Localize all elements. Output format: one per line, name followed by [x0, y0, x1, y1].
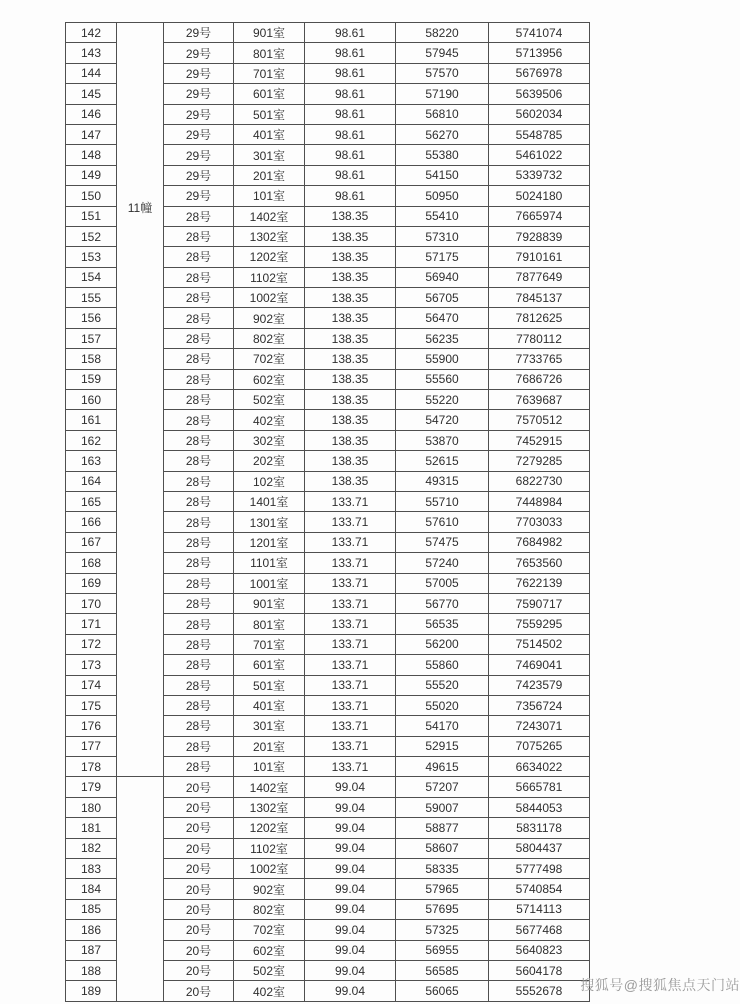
cell-unit-number: 28号	[164, 430, 234, 450]
cell-unit-number: 29号	[164, 145, 234, 165]
cell-row-number: 146	[66, 104, 117, 124]
cell-row-number: 169	[66, 573, 117, 593]
cell-row-number: 178	[66, 757, 117, 777]
cell-total-price: 5741074	[489, 23, 590, 43]
cell-unit-number: 29号	[164, 124, 234, 144]
cell-total-price: 7812625	[489, 308, 590, 328]
cell-unit-price: 52915	[396, 736, 489, 756]
cell-unit-price: 58335	[396, 859, 489, 879]
cell-total-price: 5777498	[489, 859, 590, 879]
cell-unit-number: 28号	[164, 328, 234, 348]
cell-unit-number: 29号	[164, 186, 234, 206]
building-merged-cell	[117, 23, 164, 777]
cell-total-price: 7590717	[489, 593, 590, 613]
cell-row-number: 142	[66, 23, 117, 43]
cell-total-price: 5804437	[489, 838, 590, 858]
cell-row-number: 170	[66, 593, 117, 613]
cell-total-price: 5714113	[489, 899, 590, 919]
cell-room-number: 801室	[234, 614, 305, 634]
cell-room-number: 1302室	[234, 226, 305, 246]
cell-area: 133.71	[305, 593, 396, 613]
cell-total-price: 5831178	[489, 818, 590, 838]
table-row	[66, 23, 590, 43]
cell-row-number: 152	[66, 226, 117, 246]
cell-area: 133.71	[305, 634, 396, 654]
cell-room-number: 702室	[234, 920, 305, 940]
cell-total-price: 7653560	[489, 553, 590, 573]
cell-room-number: 901室	[234, 593, 305, 613]
cell-area: 138.35	[305, 288, 396, 308]
cell-unit-number: 20号	[164, 818, 234, 838]
cell-unit-number: 28号	[164, 736, 234, 756]
cell-unit-price: 56235	[396, 328, 489, 348]
cell-room-number: 1001室	[234, 573, 305, 593]
cell-area: 133.71	[305, 757, 396, 777]
cell-area: 99.04	[305, 981, 396, 1001]
cell-total-price: 7733765	[489, 349, 590, 369]
cell-room-number: 102室	[234, 471, 305, 491]
cell-row-number: 161	[66, 410, 117, 430]
cell-total-price: 5844053	[489, 797, 590, 817]
cell-unit-price: 56705	[396, 288, 489, 308]
cell-total-price: 7243071	[489, 716, 590, 736]
cell-area: 133.71	[305, 491, 396, 511]
cell-row-number: 168	[66, 553, 117, 573]
cell-unit-number: 28号	[164, 695, 234, 715]
cell-total-price: 7665974	[489, 206, 590, 226]
cell-room-number: 201室	[234, 736, 305, 756]
cell-area: 133.71	[305, 573, 396, 593]
cell-room-number: 301室	[234, 716, 305, 736]
cell-room-number: 1402室	[234, 777, 305, 797]
cell-row-number: 151	[66, 206, 117, 226]
cell-unit-price: 57240	[396, 553, 489, 573]
cell-area: 138.35	[305, 369, 396, 389]
cell-row-number: 177	[66, 736, 117, 756]
cell-unit-number: 28号	[164, 553, 234, 573]
cell-room-number: 301室	[234, 145, 305, 165]
cell-room-number: 502室	[234, 390, 305, 410]
cell-room-number: 1301室	[234, 512, 305, 532]
cell-total-price: 6822730	[489, 471, 590, 491]
cell-unit-number: 28号	[164, 267, 234, 287]
cell-area: 99.04	[305, 777, 396, 797]
cell-row-number: 155	[66, 288, 117, 308]
cell-row-number: 186	[66, 920, 117, 940]
cell-unit-price: 57175	[396, 247, 489, 267]
cell-room-number: 1202室	[234, 247, 305, 267]
cell-total-price: 7356724	[489, 695, 590, 715]
cell-total-price: 7570512	[489, 410, 590, 430]
cell-room-number: 1201室	[234, 532, 305, 552]
cell-unit-price: 50950	[396, 186, 489, 206]
cell-area: 99.04	[305, 960, 396, 980]
cell-total-price: 5024180	[489, 186, 590, 206]
cell-row-number: 162	[66, 430, 117, 450]
cell-room-number: 202室	[234, 451, 305, 471]
cell-unit-number: 29号	[164, 84, 234, 104]
cell-unit-number: 20号	[164, 777, 234, 797]
cell-row-number: 156	[66, 308, 117, 328]
cell-unit-price: 58607	[396, 838, 489, 858]
cell-room-number: 602室	[234, 940, 305, 960]
cell-room-number: 1102室	[234, 838, 305, 858]
cell-room-number: 502室	[234, 960, 305, 980]
cell-unit-price: 55900	[396, 349, 489, 369]
cell-unit-number: 20号	[164, 940, 234, 960]
cell-unit-number: 29号	[164, 104, 234, 124]
cell-area: 99.04	[305, 879, 396, 899]
cell-total-price: 7448984	[489, 491, 590, 511]
cell-area: 138.35	[305, 471, 396, 491]
cell-room-number: 1002室	[234, 859, 305, 879]
cell-unit-price: 55220	[396, 390, 489, 410]
cell-total-price: 5604178	[489, 960, 590, 980]
cell-unit-price: 57310	[396, 226, 489, 246]
cell-unit-price: 56810	[396, 104, 489, 124]
cell-room-number: 1202室	[234, 818, 305, 838]
cell-total-price: 5461022	[489, 145, 590, 165]
cell-unit-price: 55520	[396, 675, 489, 695]
cell-room-number: 302室	[234, 430, 305, 450]
cell-unit-price: 56535	[396, 614, 489, 634]
cell-total-price: 7559295	[489, 614, 590, 634]
cell-area: 98.61	[305, 43, 396, 63]
cell-total-price: 7845137	[489, 288, 590, 308]
cell-room-number: 801室	[234, 43, 305, 63]
cell-unit-number: 28号	[164, 471, 234, 491]
cell-unit-number: 28号	[164, 614, 234, 634]
cell-area: 98.61	[305, 23, 396, 43]
cell-unit-price: 57945	[396, 43, 489, 63]
cell-unit-number: 28号	[164, 716, 234, 736]
cell-area: 133.71	[305, 716, 396, 736]
cell-unit-price: 57190	[396, 84, 489, 104]
cell-area: 98.61	[305, 165, 396, 185]
cell-total-price: 7686726	[489, 369, 590, 389]
cell-room-number: 401室	[234, 695, 305, 715]
cell-unit-price: 57965	[396, 879, 489, 899]
cell-unit-price: 57570	[396, 63, 489, 83]
cell-room-number: 902室	[234, 308, 305, 328]
cell-unit-price: 55560	[396, 369, 489, 389]
cell-area: 138.35	[305, 451, 396, 471]
cell-row-number: 188	[66, 960, 117, 980]
cell-row-number: 183	[66, 859, 117, 879]
cell-unit-number: 28号	[164, 288, 234, 308]
cell-row-number: 174	[66, 675, 117, 695]
cell-unit-number: 20号	[164, 981, 234, 1001]
cell-unit-price: 49615	[396, 757, 489, 777]
cell-unit-price: 56065	[396, 981, 489, 1001]
cell-unit-number: 20号	[164, 899, 234, 919]
cell-area: 138.35	[305, 410, 396, 430]
cell-total-price: 7075265	[489, 736, 590, 756]
cell-room-number: 501室	[234, 675, 305, 695]
cell-unit-number: 28号	[164, 390, 234, 410]
cell-area: 99.04	[305, 838, 396, 858]
cell-total-price: 5665781	[489, 777, 590, 797]
cell-unit-price: 54720	[396, 410, 489, 430]
cell-row-number: 179	[66, 777, 117, 797]
cell-unit-number: 28号	[164, 634, 234, 654]
cell-room-number: 1102室	[234, 267, 305, 287]
cell-total-price: 7910161	[489, 247, 590, 267]
cell-row-number: 143	[66, 43, 117, 63]
cell-area: 98.61	[305, 104, 396, 124]
cell-row-number: 182	[66, 838, 117, 858]
cell-unit-number: 28号	[164, 655, 234, 675]
cell-total-price: 7684982	[489, 532, 590, 552]
cell-total-price: 5552678	[489, 981, 590, 1001]
cell-total-price: 7780112	[489, 328, 590, 348]
cell-area: 133.71	[305, 614, 396, 634]
building-label: 11幢	[127, 201, 153, 215]
cell-row-number: 159	[66, 369, 117, 389]
cell-unit-price: 57207	[396, 777, 489, 797]
cell-area: 133.71	[305, 553, 396, 573]
cell-total-price: 5548785	[489, 124, 590, 144]
cell-unit-number: 29号	[164, 23, 234, 43]
cell-area: 133.71	[305, 736, 396, 756]
cell-row-number: 189	[66, 981, 117, 1001]
cell-unit-number: 20号	[164, 838, 234, 858]
cell-unit-price: 56585	[396, 960, 489, 980]
cell-total-price: 7514502	[489, 634, 590, 654]
cell-row-number: 185	[66, 899, 117, 919]
cell-room-number: 402室	[234, 410, 305, 430]
cell-area: 138.35	[305, 390, 396, 410]
cell-total-price: 6634022	[489, 757, 590, 777]
table-row	[66, 777, 590, 797]
cell-total-price: 5677468	[489, 920, 590, 940]
cell-room-number: 1002室	[234, 288, 305, 308]
cell-unit-price: 55020	[396, 695, 489, 715]
cell-area: 138.35	[305, 226, 396, 246]
cell-unit-number: 28号	[164, 593, 234, 613]
price-table	[65, 22, 590, 1002]
cell-unit-price: 54170	[396, 716, 489, 736]
cell-total-price: 7423579	[489, 675, 590, 695]
cell-unit-price: 56940	[396, 267, 489, 287]
cell-total-price: 7877649	[489, 267, 590, 287]
cell-unit-price: 57005	[396, 573, 489, 593]
cell-row-number: 184	[66, 879, 117, 899]
cell-row-number: 154	[66, 267, 117, 287]
cell-unit-price: 55860	[396, 655, 489, 675]
cell-unit-price: 52615	[396, 451, 489, 471]
cell-unit-number: 29号	[164, 43, 234, 63]
cell-area: 99.04	[305, 818, 396, 838]
cell-row-number: 173	[66, 655, 117, 675]
cell-area: 138.35	[305, 247, 396, 267]
cell-row-number: 171	[66, 614, 117, 634]
cell-row-number: 167	[66, 532, 117, 552]
cell-unit-price: 55410	[396, 206, 489, 226]
cell-total-price: 7279285	[489, 451, 590, 471]
cell-total-price: 5339732	[489, 165, 590, 185]
cell-area: 98.61	[305, 124, 396, 144]
cell-unit-number: 28号	[164, 226, 234, 246]
cell-total-price: 7639687	[489, 390, 590, 410]
cell-room-number: 501室	[234, 104, 305, 124]
cell-unit-price: 55380	[396, 145, 489, 165]
cell-area: 99.04	[305, 859, 396, 879]
cell-unit-price: 56470	[396, 308, 489, 328]
cell-unit-number: 20号	[164, 879, 234, 899]
cell-room-number: 601室	[234, 655, 305, 675]
cell-row-number: 157	[66, 328, 117, 348]
cell-unit-price: 54150	[396, 165, 489, 185]
cell-row-number: 180	[66, 797, 117, 817]
cell-total-price: 5676978	[489, 63, 590, 83]
cell-total-price: 5602034	[489, 104, 590, 124]
cell-area: 98.61	[305, 145, 396, 165]
cell-area: 98.61	[305, 63, 396, 83]
cell-row-number: 145	[66, 84, 117, 104]
cell-total-price: 5640823	[489, 940, 590, 960]
cell-row-number: 175	[66, 695, 117, 715]
cell-area: 133.71	[305, 512, 396, 532]
cell-unit-number: 28号	[164, 308, 234, 328]
cell-row-number: 144	[66, 63, 117, 83]
cell-unit-number: 28号	[164, 491, 234, 511]
cell-row-number: 149	[66, 165, 117, 185]
cell-unit-price: 53870	[396, 430, 489, 450]
cell-area: 99.04	[305, 920, 396, 940]
cell-unit-number: 28号	[164, 512, 234, 532]
cell-unit-number: 28号	[164, 532, 234, 552]
cell-area: 138.35	[305, 430, 396, 450]
cell-room-number: 401室	[234, 124, 305, 144]
cell-room-number: 701室	[234, 63, 305, 83]
cell-unit-price: 49315	[396, 471, 489, 491]
cell-unit-number: 28号	[164, 675, 234, 695]
cell-room-number: 101室	[234, 186, 305, 206]
cell-unit-number: 28号	[164, 573, 234, 593]
cell-unit-price: 56200	[396, 634, 489, 654]
cell-area: 138.35	[305, 308, 396, 328]
cell-area: 133.71	[305, 532, 396, 552]
cell-area: 133.71	[305, 655, 396, 675]
cell-row-number: 166	[66, 512, 117, 532]
cell-room-number: 802室	[234, 328, 305, 348]
cell-area: 98.61	[305, 186, 396, 206]
cell-room-number: 1402室	[234, 206, 305, 226]
cell-unit-number: 20号	[164, 859, 234, 879]
cell-unit-number: 28号	[164, 206, 234, 226]
price-table-body	[66, 23, 590, 1002]
cell-total-price: 7622139	[489, 573, 590, 593]
cell-row-number: 153	[66, 247, 117, 267]
cell-unit-number: 29号	[164, 165, 234, 185]
cell-area: 99.04	[305, 797, 396, 817]
cell-total-price: 5639506	[489, 84, 590, 104]
cell-area: 138.35	[305, 328, 396, 348]
cell-unit-number: 28号	[164, 757, 234, 777]
cell-unit-price: 55710	[396, 491, 489, 511]
cell-total-price: 7703033	[489, 512, 590, 532]
cell-room-number: 701室	[234, 634, 305, 654]
cell-total-price: 7928839	[489, 226, 590, 246]
cell-unit-price: 57610	[396, 512, 489, 532]
cell-row-number: 163	[66, 451, 117, 471]
cell-unit-price: 59007	[396, 797, 489, 817]
cell-room-number: 602室	[234, 369, 305, 389]
cell-room-number: 1401室	[234, 491, 305, 511]
cell-room-number: 1101室	[234, 553, 305, 573]
cell-room-number: 702室	[234, 349, 305, 369]
cell-unit-price: 56270	[396, 124, 489, 144]
cell-unit-number: 28号	[164, 451, 234, 471]
cell-unit-price: 57475	[396, 532, 489, 552]
cell-room-number: 402室	[234, 981, 305, 1001]
cell-row-number: 147	[66, 124, 117, 144]
cell-row-number: 172	[66, 634, 117, 654]
cell-row-number: 176	[66, 716, 117, 736]
cell-area: 138.35	[305, 267, 396, 287]
cell-room-number: 601室	[234, 84, 305, 104]
cell-row-number: 148	[66, 145, 117, 165]
cell-area: 99.04	[305, 940, 396, 960]
cell-unit-number: 20号	[164, 797, 234, 817]
cell-unit-number: 28号	[164, 369, 234, 389]
cell-unit-number: 20号	[164, 920, 234, 940]
cell-room-number: 802室	[234, 899, 305, 919]
cell-unit-number: 28号	[164, 247, 234, 267]
cell-area: 98.61	[305, 84, 396, 104]
cell-row-number: 164	[66, 471, 117, 491]
cell-unit-number: 20号	[164, 960, 234, 980]
cell-row-number: 150	[66, 186, 117, 206]
cell-unit-number: 28号	[164, 410, 234, 430]
cell-area: 133.71	[305, 695, 396, 715]
cell-area: 133.71	[305, 675, 396, 695]
cell-row-number: 160	[66, 390, 117, 410]
cell-room-number: 201室	[234, 165, 305, 185]
cell-area: 99.04	[305, 899, 396, 919]
cell-room-number: 901室	[234, 23, 305, 43]
cell-row-number: 158	[66, 349, 117, 369]
cell-area: 138.35	[305, 349, 396, 369]
cell-row-number: 187	[66, 940, 117, 960]
cell-row-number: 181	[66, 818, 117, 838]
cell-unit-price: 58220	[396, 23, 489, 43]
cell-room-number: 902室	[234, 879, 305, 899]
cell-unit-price: 57695	[396, 899, 489, 919]
building-merged-cell	[117, 777, 164, 1001]
watermark: 搜狐号@搜狐焦点天门站	[580, 977, 740, 993]
cell-total-price: 7452915	[489, 430, 590, 450]
cell-total-price: 7469041	[489, 655, 590, 675]
cell-area: 138.35	[305, 206, 396, 226]
cell-room-number: 101室	[234, 757, 305, 777]
cell-total-price: 5713956	[489, 43, 590, 63]
cell-room-number: 1302室	[234, 797, 305, 817]
cell-unit-price: 56770	[396, 593, 489, 613]
cell-row-number: 165	[66, 491, 117, 511]
cell-unit-price: 57325	[396, 920, 489, 940]
cell-unit-price: 58877	[396, 818, 489, 838]
cell-unit-price: 56955	[396, 940, 489, 960]
cell-unit-number: 29号	[164, 63, 234, 83]
cell-unit-number: 28号	[164, 349, 234, 369]
cell-total-price: 5740854	[489, 879, 590, 899]
